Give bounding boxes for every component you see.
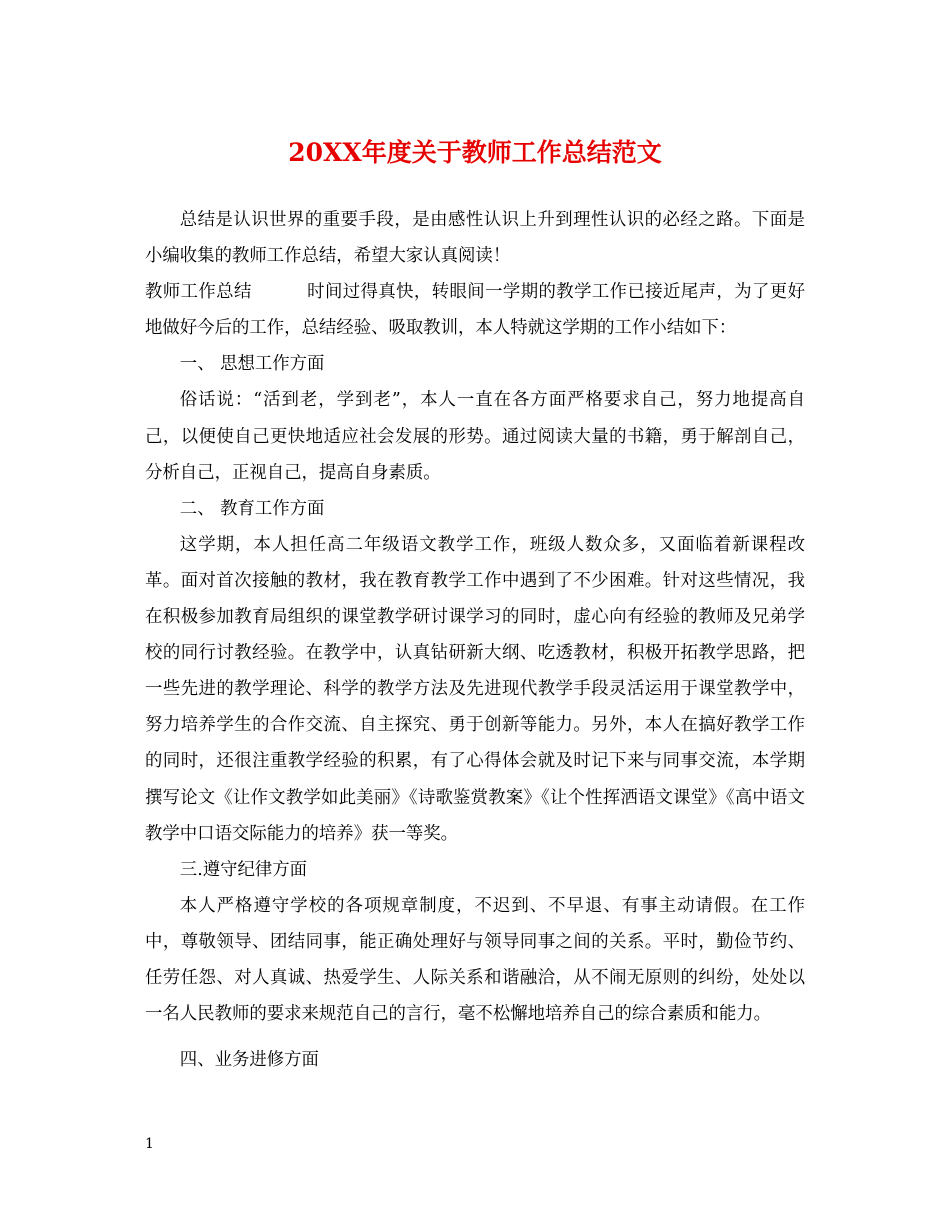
section-heading-3: 三.遵守纪律方面	[179, 859, 308, 880]
intro-paragraph: 总结是认识世界的重要手段，是由感性认识上升到理性认识的必经之路。下面是小编收集的教师工作总结，希望大家认真阅读！	[145, 210, 805, 267]
section-heading-4: 四、业务进修方面	[179, 1050, 319, 1071]
section-heading-1: 一、 思想工作方面	[179, 354, 325, 375]
page-number: 1	[145, 1136, 154, 1152]
section-heading-2: 二、 教育工作方面	[179, 498, 325, 519]
document-body	[145, 202, 805, 1078]
section-paragraph-1: 俗话说：“活到老，学到老”，本人一直在各方面严格要求自己，努力地提高自己，以便使自己更快地适应社会发展的形势。通过阅读大量的书籍，勇于解剖自己，分析自己，正视自己，提高自身素质。	[145, 390, 805, 483]
lead-paragraph	[145, 274, 805, 346]
lead-label: 教师工作总结	[145, 282, 252, 303]
section-paragraph-3: 本人严格遵守学校的各项规章制度，不迟到、不早退、有事主动请假。在工作中，尊敬领导、团结同事，能正确处理好与领导同事之间的关系。平时，勤俭节约、任劳任怨、对人真诚、热爱学生、人际关系和谐融洽，从不闹无原则的纠纷，处处以一名人民教师的要求来规范自己的言行，毫不松懈地培养自己的综合素质和能力。	[145, 895, 805, 1025]
section-paragraph-2: 这学期，本人担任高二年级语文教学工作，班级人数众多，又面临着新课程改革。面对首次接触的教材，我在教育教学工作中遇到了不少困难。针对这些情况，我在积极参加教育局组织的课堂教学研讨课学习的同时，虚心向有经验的教师及兄弟学校的同行讨教经验。在教学中，认真钻研新大纲、吃透教材，积极开拓教学思路，把一些先进的教学理论、科学的教学方法及先进现代教学手段灵活运用于课堂教学中，努力培养学生的合作交流、自主探究、勇于创新等能力。另外，本人在搞好教学工作的同时，还很注重教学经验的积累，有了心得体会就及时记下来与同事交流，本学期撰写论文《让作文教学如此美丽》《诗歌鉴赏教案》《让个性挥洒语文课堂》《高中语文教学中口语交际能力的培养》获一等奖。	[145, 534, 805, 844]
lead-text: 时间过得真快，转眼间一学期的教学工作已接近尾声，为了更好地做好今后的工作，总结经验、吸取教训，本人特就这学期的工作小结如下：	[145, 282, 805, 339]
document-title: 20XX年度关于教师工作总结范文	[288, 138, 662, 167]
